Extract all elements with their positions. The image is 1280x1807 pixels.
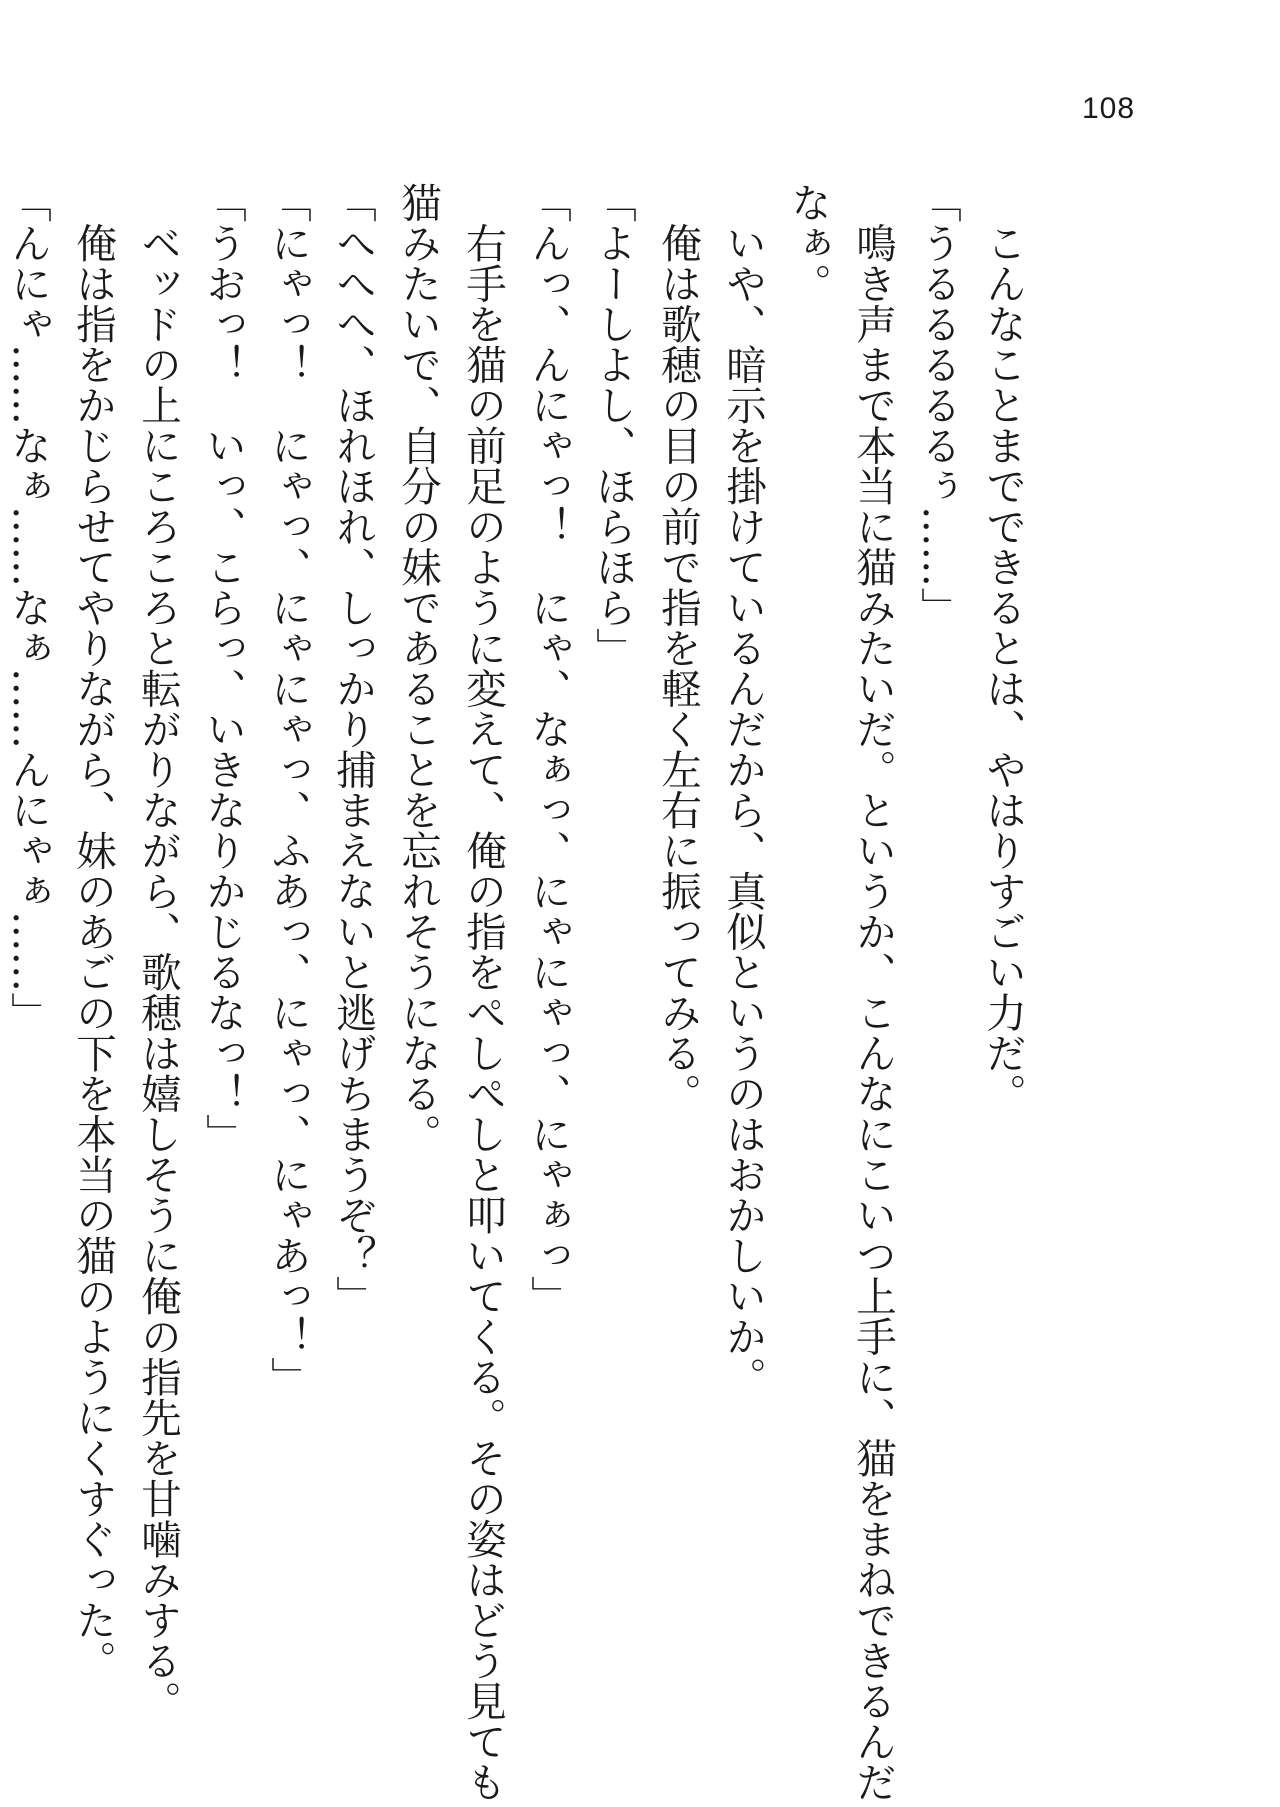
text-line: なぁ。 <box>784 182 832 304</box>
body-text <box>0 182 1035 1802</box>
text-line: いや、暗示を掛けているんだから、真似というのはおかしいか。 <box>719 182 767 1397</box>
text-line: 右手を猫の前足のように変えて、俺の指をぺしぺしと叩いてくる。その姿はどう見ても <box>459 182 507 1802</box>
text-line: ベッドの上にころころと転がりながら、歌穂は嬉しそうに俺の指先を甘噛みする。 <box>134 182 182 1721</box>
text-line: こんなことまでできるとは、やはりすごい力だ。 <box>979 182 1027 1114</box>
text-line: 「にゃっ！ にゃっ、にゃにゃっ、ふあっ、にゃっ、にゃあっ！」 <box>264 182 312 1397</box>
text-line: 「うおっ！ いっ、こらっ、いきなりかじるなっ！」 <box>199 182 247 1154</box>
text-line: 「んっ、んにゃっ！ にゃ、なぁっ、にゃにゃっ、にゃぁっ」 <box>524 182 572 1316</box>
text-line: 「よーしよし、ほらほら」 <box>589 182 637 668</box>
text-line: 俺は歌穂の目の前で指を軽く左右に振ってみる。 <box>654 182 702 1114</box>
text-line: 「んにゃ……なぁ……なぁ……んにゃぁ……」 <box>4 182 52 1033</box>
text-line: 「へへへ、ほれほれ、しっかり捕まえないと逃げちまうぞ？」 <box>329 182 377 1316</box>
page-number: 108 <box>1082 92 1136 125</box>
text-line: 「うるるるるるぅ……」 <box>914 182 962 628</box>
text-line: 鳴き声まで本当に猫みたいだ。というか、こんなにこいつ上手に、猫をまねできるんだ <box>849 182 897 1802</box>
text-line: 俺は指をかじらせてやりながら、妹のあごの下を本当の猫のようにくすぐった。 <box>69 182 117 1681</box>
text-line: 猫みたいで、自分の妹であることを忘れそうになる。 <box>394 182 442 1154</box>
